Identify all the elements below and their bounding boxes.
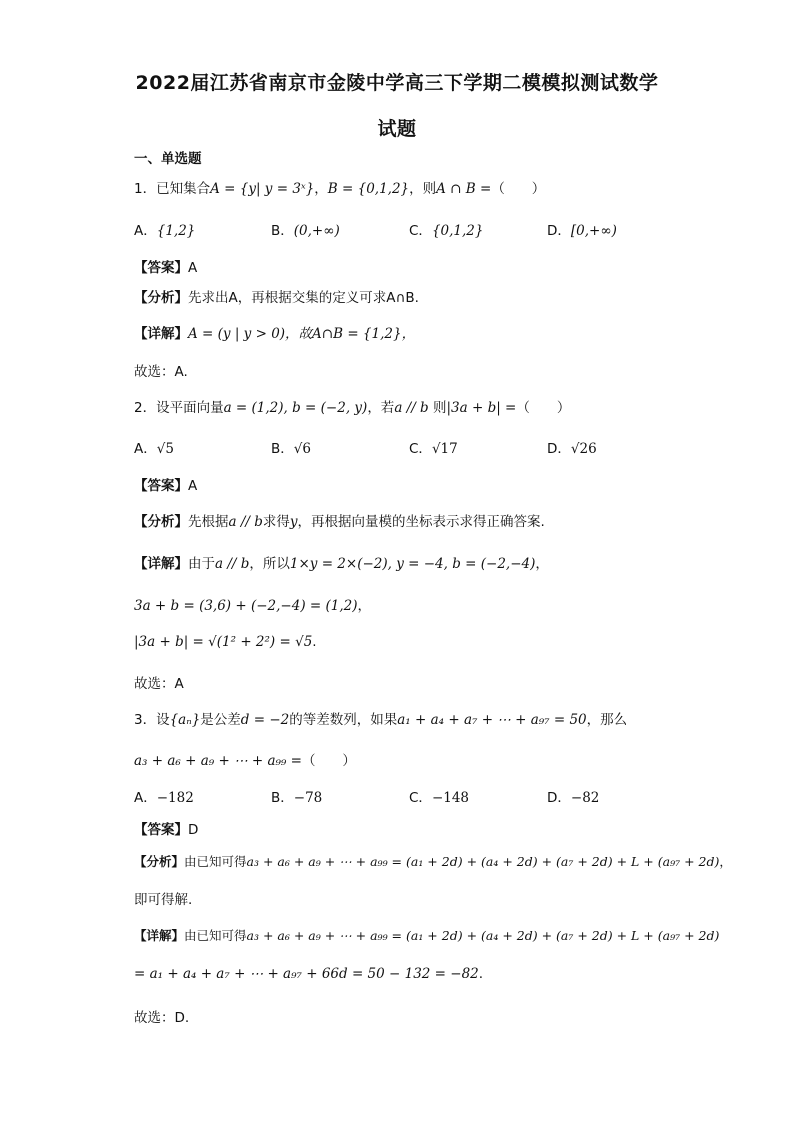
q3-conclusion: 故选：D.: [134, 1010, 190, 1026]
q2-option-b-label: B．: [271, 441, 294, 457]
q3-option-c-value: −148: [431, 790, 470, 806]
q3-option-c: [409, 786, 469, 806]
q3-stem: [134, 708, 627, 728]
q2-step2: [134, 634, 317, 650]
q1-stem-mid: ，则: [409, 181, 437, 197]
q3-option-a-label: A．: [134, 790, 157, 806]
q2-vectors: a = (1,2), b = (−2, y): [223, 400, 368, 416]
q2-detail-cond: a // b: [215, 556, 250, 572]
q3-detail-line2-end: .: [478, 966, 484, 982]
q3-option-b-value: −78: [293, 790, 323, 806]
q1-set-a: A = {y| y = 3ˣ}: [210, 181, 315, 197]
q3-option-a: [134, 786, 194, 806]
q2-detail-math: 1×y = 2×(−2), y = −4, b = (−2,−4): [289, 556, 536, 572]
q3-given: a₁ + a₄ + a₇ + ⋯ + a₉₇ = 50: [397, 712, 587, 728]
q2-option-a-value: √5: [156, 441, 174, 457]
q1-option-b-value: (0,+∞): [293, 223, 340, 239]
q3-option-a-value: −182: [156, 790, 194, 806]
q2-option-c-value: √17: [431, 441, 458, 457]
q2-detail-b: ，所以: [249, 556, 290, 572]
q2-analysis-cond: a // b: [228, 514, 263, 530]
q2-option-a: [134, 437, 174, 457]
q2-analysis-tag: 【分析】: [134, 514, 188, 530]
q2-blank: （ ）: [516, 400, 571, 416]
q1-option-a-value: {1,2}: [156, 223, 196, 239]
q1-option-d-value: [0,+∞): [570, 223, 617, 239]
q1-stem-prefix: 1．已知集合: [134, 181, 211, 197]
q2-ask: |3a + b| =: [446, 400, 517, 416]
q1-ask: A ∩ B =: [436, 181, 492, 197]
q2-stem: [134, 396, 570, 416]
q2-option-d-label: D．: [547, 441, 571, 457]
q1-detail: [134, 322, 415, 342]
q3-sequence: {aₙ}: [169, 712, 201, 728]
q2-step2-math: |3a + b| = √(1² + 2²) = √5: [134, 634, 313, 650]
q3-detail-line2: [134, 966, 483, 982]
q2-option-d: [547, 437, 597, 457]
q1-option-a: [134, 219, 195, 239]
q2-stem-mid: ，若: [367, 400, 395, 416]
q1-detail-tag: 【详解】: [134, 326, 188, 342]
q2-step1: [134, 594, 371, 614]
q3-option-c-label: C．: [409, 790, 432, 806]
q1-option-b: [271, 219, 340, 239]
q2-detail-a: 由于: [188, 556, 215, 572]
q2-conclusion: 故选：A: [134, 676, 184, 692]
q2-detail-c: ，: [535, 556, 549, 572]
q3-detail-tag: 【详解】: [134, 928, 185, 943]
q1-option-c: [409, 219, 483, 239]
q2-analysis-var: y: [289, 514, 298, 530]
q1-analysis: [134, 286, 419, 306]
q3-stem-prefix: 3．设: [134, 712, 170, 728]
q1-set-b: B = {0,1,2}: [327, 181, 410, 197]
q3-analysis: [134, 852, 732, 870]
q3-ask-line: [134, 749, 356, 769]
q1-blank: （ ）: [491, 181, 546, 197]
q1-sep: ，: [314, 181, 328, 197]
q3-detail-math: a₃ + a₆ + a₉ + ⋯ + a₉₉ = (a₁ + 2d) + (a₄ + 2d) + (a₇ + 2d) + L + (a₉₇ + 2d): [246, 928, 720, 943]
doc-title-line1: 2022届江苏省南京市金陵中学高三下学期二模模拟测试数学: [135, 72, 659, 94]
q2-detail: [134, 552, 549, 572]
q3-option-d-value: −82: [570, 790, 600, 806]
q1-answer-tag: 【答案】: [134, 260, 188, 276]
q1-answer-value: A: [188, 260, 198, 276]
q3-option-d-label: D．: [547, 790, 571, 806]
q1-stem: [134, 177, 545, 197]
q3-analysis-a: 由已知可得: [184, 854, 247, 869]
q2-condition: a // b: [394, 400, 429, 416]
q2-option-b-value: √6: [293, 441, 311, 457]
q1-option-c-value: {0,1,2}: [431, 223, 484, 239]
q2-analysis-b: 求得: [262, 514, 290, 530]
q1-detail-text: A = (y | y > 0)，故A∩B = {1,2}，: [188, 326, 416, 342]
q3-stem-b: 的等差数列，如果: [289, 712, 398, 728]
q1-conclusion: 故选：A.: [134, 364, 188, 380]
q3-answer: [134, 818, 198, 838]
q2-analysis-a: 先根据: [188, 514, 229, 530]
q3-option-b-label: B．: [271, 790, 294, 806]
q1-analysis-text: 先求出A，再根据交集的定义可求A∩B.: [188, 290, 419, 306]
q1-option-d: [547, 219, 617, 239]
q2-stem-prefix: 2．设平面向量: [134, 400, 224, 416]
q1-analysis-tag: 【分析】: [134, 290, 188, 306]
q3-detail-a: 由已知可得: [184, 928, 247, 943]
q3-analysis-end: ，: [719, 854, 732, 869]
q2-analysis: [134, 510, 545, 530]
q3-stem-a: 是公差: [200, 712, 241, 728]
q2-detail-tag: 【详解】: [134, 556, 188, 572]
q3-analysis-line2: 即可得解.: [134, 892, 193, 908]
q3-difference: d = −2: [240, 712, 290, 728]
section-heading: 一、单选题: [134, 151, 202, 167]
q1-answer: [134, 256, 197, 276]
q1-option-c-label: C．: [409, 223, 432, 239]
q1-option-a-label: A．: [134, 223, 157, 239]
doc-title-line2: 试题: [377, 118, 417, 140]
q2-answer-value: A: [188, 478, 198, 494]
q3-stem-c: ，那么: [586, 712, 628, 728]
q3-detail: [134, 926, 719, 944]
q1-option-d-label: D．: [547, 223, 571, 239]
q2-answer: [134, 474, 197, 494]
q2-option-d-value: √26: [570, 441, 597, 457]
q3-option-b: [271, 786, 322, 806]
q3-analysis-math: a₃ + a₆ + a₉ + ⋯ + a₉₉ = (a₁ + 2d) + (a₄ + 2d) + (a₇ + 2d) + L + (a₉₇ + 2d): [246, 854, 720, 869]
q2-answer-tag: 【答案】: [134, 478, 188, 494]
q3-ask: a₃ + a₆ + a₉ + ⋯ + a₉₉ =: [134, 753, 302, 769]
q2-step2-end: .: [312, 634, 317, 650]
q3-answer-value: D: [188, 822, 199, 838]
q2-step1-end: ，: [357, 598, 371, 614]
q2-analysis-c: ，再根据向量模的坐标表示求得正确答案.: [297, 514, 545, 530]
q2-option-c: [409, 437, 458, 457]
q2-stem-then: 则: [428, 400, 447, 416]
q3-option-d: [547, 786, 599, 806]
q2-option-a-label: A．: [134, 441, 157, 457]
q3-detail-line2-math: = a₁ + a₄ + a₇ + ⋯ + a₉₇ + 66d = 50 − 132 = −82: [134, 966, 479, 982]
q1-option-b-label: B．: [271, 223, 294, 239]
q2-step1-math: 3a + b = (3,6) + (−2,−4) = (1,2): [134, 598, 358, 614]
q2-option-c-label: C．: [409, 441, 432, 457]
q3-blank: （ ）: [301, 753, 356, 769]
q2-option-b: [271, 437, 311, 457]
q3-answer-tag: 【答案】: [134, 822, 188, 838]
q3-analysis-tag: 【分析】: [134, 854, 185, 869]
